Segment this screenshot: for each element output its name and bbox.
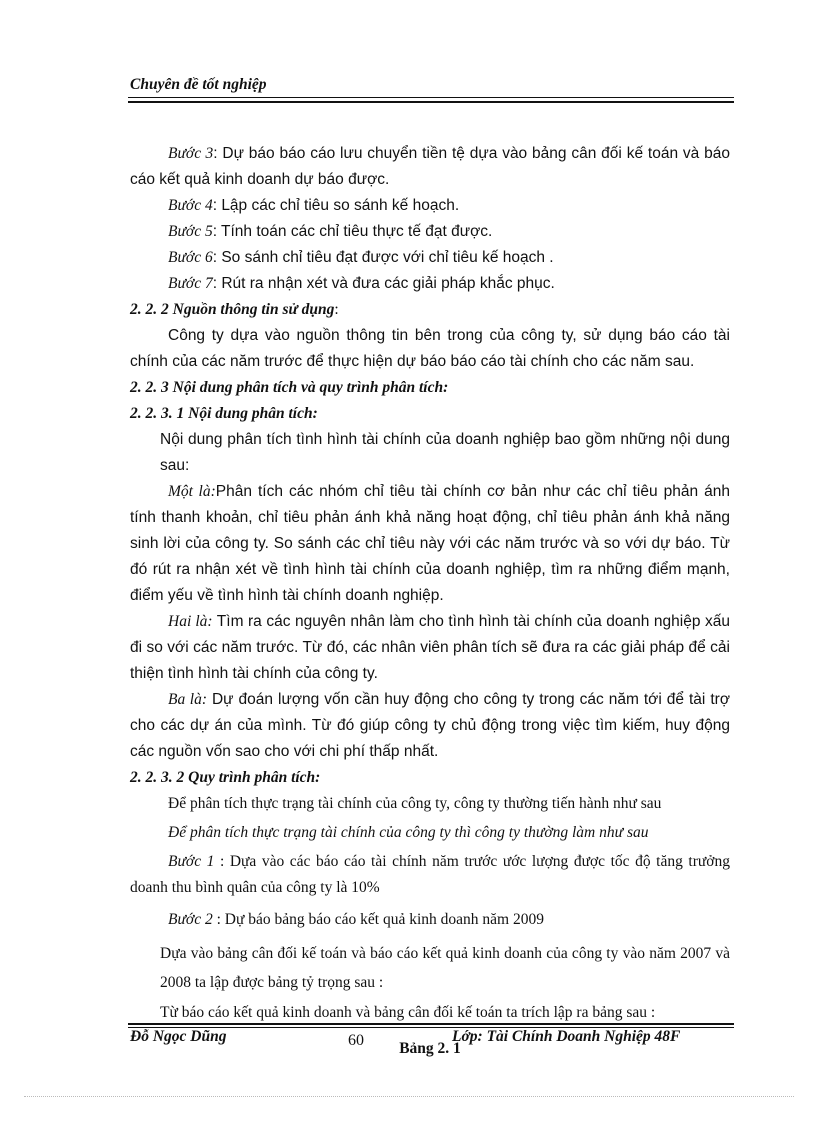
footer-rule-thick [128, 1023, 734, 1025]
point-two-text: Tìm ra các nguyên nhân làm cho tình hình tài chính của doanh nghiệp xấu đi so với các năm trước. Từ đó, các nhân viên phân tích sẽ đưa ra các giải pháp để cải thiện tình hình tài chính của công ty. [130, 613, 730, 682]
header-title: Chuyên đề tốt nghiệp [130, 76, 267, 93]
section-heading-2-2-3: 2. 2. 3 Nội dung phân tích và quy trình phân tích: [130, 379, 449, 396]
process-step-1-text: : Dựa vào các báo cáo tài chính năm trước ước lượng được tốc độ tăng trưởng doanh thu bình quân của công ty là 10% [130, 853, 730, 896]
body-content [130, 141, 730, 1078]
point-three-lead: Ba là: [168, 691, 207, 708]
step-3-paragraph [130, 141, 730, 193]
process-step-2-text: : Dự báo bảng báo cáo kết quả kinh doanh năm 2009 [212, 911, 544, 928]
step-5-paragraph [130, 219, 730, 245]
point-two-paragraph [130, 609, 730, 687]
step-7-paragraph [130, 271, 730, 297]
step-7-lead: Bước 7 [168, 275, 213, 292]
step-7-text: : Rút ra nhận xét và đưa các giải pháp khắc phục. [212, 275, 555, 292]
point-one-text: Phân tích các nhóm chỉ tiêu tài chính cơ bản như các chỉ tiêu phản ánh tính thanh khoản, chỉ tiêu phản ánh khả năng hoạt động, chỉ tiêu phản ánh khả năng sinh lời của công ty. So sánh các chỉ tiêu này với các năm trước và so với dự báo. Từ đó rút ra nhận xét về tình hình tài chính của doanh nghiệp, tìm ra những điểm mạnh, điểm yếu về tình hình tài chính doanh nghiệp. [130, 483, 730, 604]
content-intro-text: Nội dung phân tích tình hình tài chính của doanh nghiệp bao gồm những nội dung sau: [160, 431, 730, 474]
point-two-lead: Hai là: [168, 613, 213, 630]
page-boundary-line [24, 1096, 794, 1097]
process-line-2: Để phân tích thực trạng tài chính của công ty thì công ty thường làm như sau [168, 824, 649, 841]
step-5-lead: Bước 5 [168, 223, 213, 240]
page-number: 60 [348, 1032, 364, 1049]
process-line-1: Để phân tích thực trạng tài chính của công ty, công ty thường tiến hành như sau [168, 795, 662, 812]
step-4-paragraph [130, 193, 730, 219]
based-on-paragraph: Dựa vào bảng cân đối kế toán và báo cáo kết quả kinh doanh của công ty vào năm 2007 và 2008 ta lập được bảng tỷ trọng sau : [160, 945, 730, 991]
point-one-paragraph [130, 479, 730, 609]
step-4-lead: Bước 4 [168, 197, 213, 214]
content-intro-paragraph [130, 427, 730, 479]
process-step-2-paragraph [130, 907, 730, 933]
section-heading-2-2-2-colon: : [334, 301, 339, 318]
header-rule-thin [128, 97, 734, 98]
point-three-text: Dự đoán lượng vốn cần huy động cho công ty trong các năm tới để tài trợ cho các dự án của mình. Từ đó giúp công ty chủ động trong việc tìm kiếm, huy động các nguồn vốn sao cho với chi phí thấp nhất. [130, 691, 730, 760]
process-step-1-paragraph [130, 849, 730, 901]
point-three-paragraph [130, 687, 730, 765]
source-paragraph: Công ty dựa vào nguồn thông tin bên trong của công ty, sử dụng báo cáo tài chính của các năm trước để thực hiện dự báo báo cáo tài chính cho các năm sau. [130, 327, 730, 370]
step-4-text: : Lập các chỉ tiêu so sánh kế hoạch. [212, 197, 460, 214]
point-one-lead: Một là: [168, 483, 216, 500]
step-3-lead: Bước 3 [168, 145, 214, 162]
footer-author: Đỗ Ngọc Dũng [130, 1028, 227, 1045]
section-heading-2-2-3-1: 2. 2. 3. 1 Nội dung phân tích: [130, 405, 318, 422]
step-6-text: : So sánh chỉ tiêu đạt được với chỉ tiêu kế hoạch . [212, 249, 554, 266]
step-6-paragraph [130, 245, 730, 271]
table-caption: Bảng 2. 1 [399, 1040, 461, 1057]
section-heading-2-2-2-text: 2. 2. 2 Nguồn thông tin sử dụng [130, 301, 335, 318]
section-heading-2-2-2 [130, 297, 730, 323]
extract-paragraph: Từ báo cáo kết quả kinh doanh và bảng cân đối kế toán ta trích lập ra bảng sau : [160, 1004, 656, 1021]
section-heading-2-2-3-2: 2. 2. 3. 2 Quy trình phân tích: [130, 769, 321, 786]
header-rule-thick [128, 101, 734, 103]
step-3-text: : Dự báo báo cáo lưu chuyển tiền tệ dựa vào bảng cân đối kế toán và báo cáo kết quả kinh doanh dự báo được. [130, 145, 730, 188]
step-5-text: : Tính toán các chỉ tiêu thực tế đạt được. [212, 223, 493, 240]
process-step-1-lead: Bước 1 [168, 853, 215, 870]
process-step-2-lead: Bước 2 [168, 911, 213, 928]
footer-class: Lớp: Tài Chính Doanh Nghiệp 48F [452, 1028, 681, 1045]
step-6-lead: Bước 6 [168, 249, 213, 266]
